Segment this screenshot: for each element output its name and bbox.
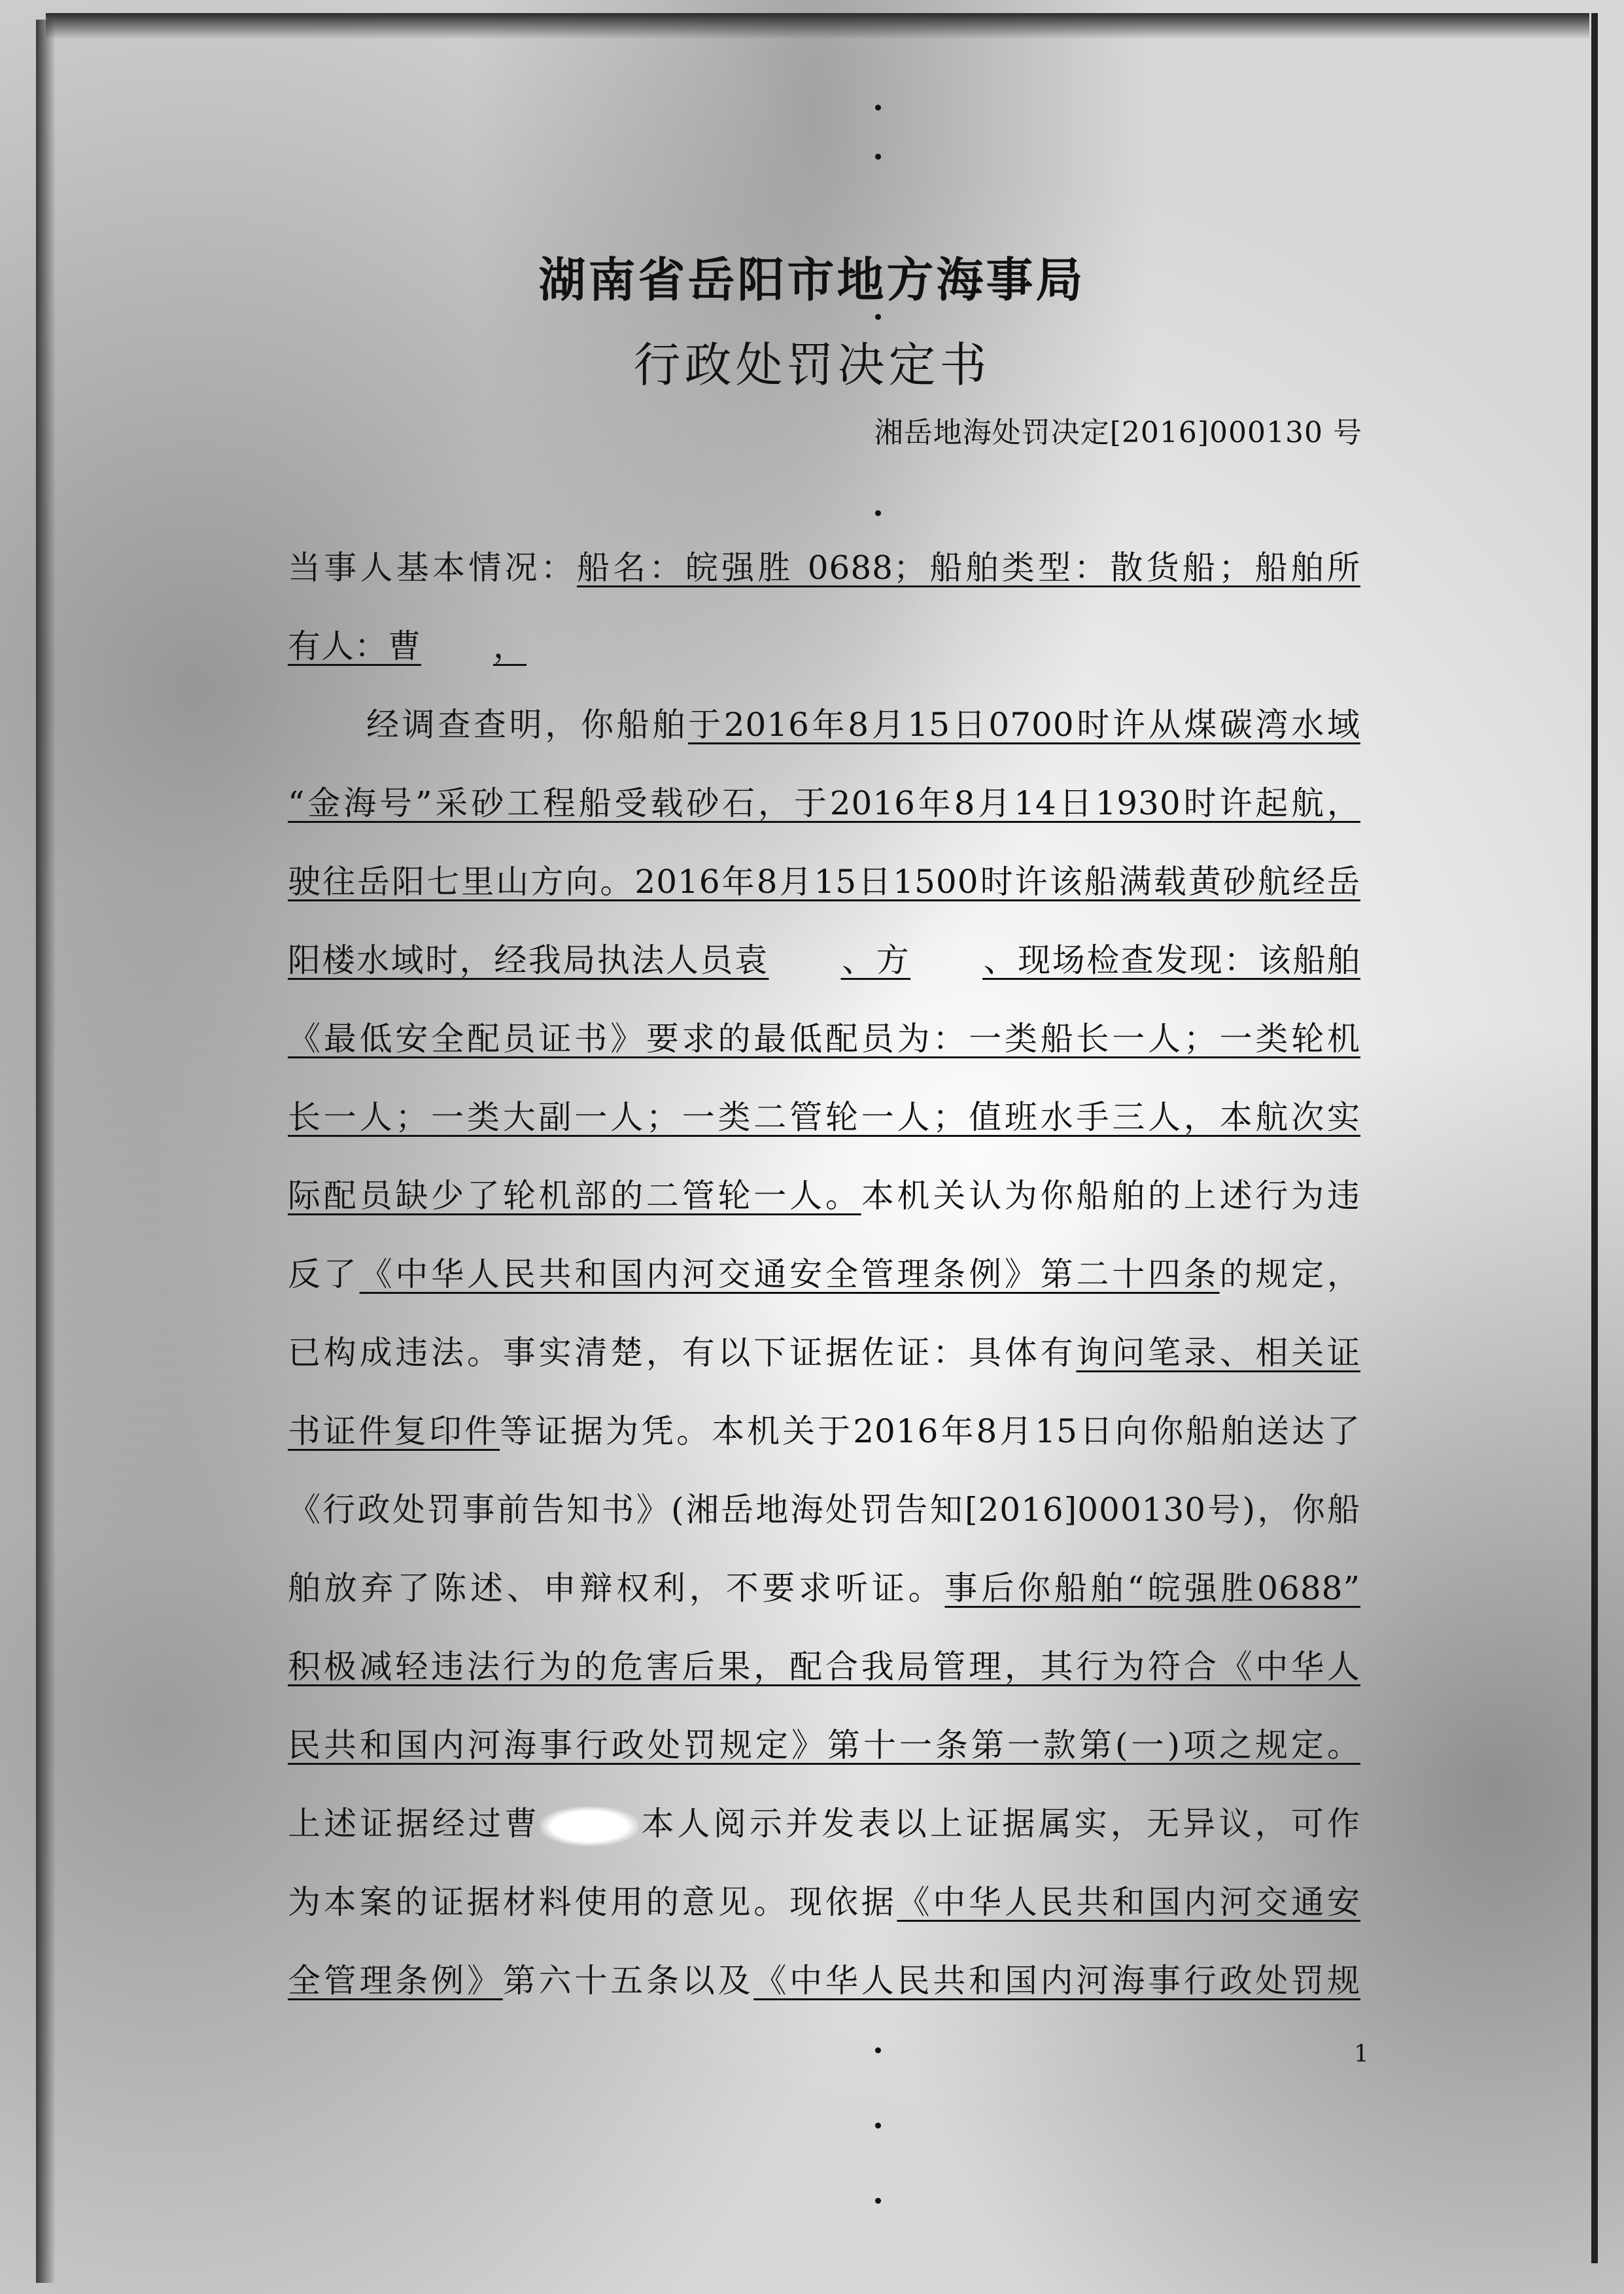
- underlined-text: 有人：曹: [288, 627, 421, 665]
- redaction-mark: [540, 1807, 638, 1846]
- underlined-text: 、现场检查发现：该船舶: [982, 941, 1361, 979]
- body-line: [288, 850, 1360, 929]
- underlined-text: “金海号”采砂工程船受载砂石，于2016年8月14日1930时许起航，: [288, 784, 1360, 822]
- body-text: 的规定，: [1219, 1255, 1361, 1293]
- document-type-title: 行政处罚决定书: [633, 338, 991, 392]
- body-text: 当事人基本情况：: [288, 549, 578, 587]
- underlined-text: 《中华人民共和国内河交通安: [897, 1883, 1361, 1921]
- underlined-text: 《中华人民共和国内河海事行政处罚规: [753, 1962, 1361, 2000]
- redacted-name: 曹: [504, 1805, 638, 1843]
- body-line: [288, 1164, 1360, 1243]
- underlined-text: 于2016年8月15日0700时许从煤碳湾水域: [688, 706, 1360, 744]
- body-line: [288, 772, 1360, 850]
- body-line: [288, 1949, 1360, 2028]
- body-line: [288, 693, 1360, 772]
- binding-dot: [875, 2047, 881, 2053]
- body-line: [288, 1714, 1360, 1792]
- body-text: 为本案的证据材料使用的意见。现依据: [288, 1883, 897, 1921]
- body-line: [288, 1400, 1360, 1478]
- body-text: 经调查查明，你船舶: [366, 706, 689, 744]
- underlined-text: 船名：皖强胜 0688；船舶类型：散货船；船舶所: [577, 549, 1361, 587]
- underlined-text: ，: [493, 627, 527, 665]
- body-line: [288, 929, 1360, 1007]
- body-text: 第六十五条以及: [502, 1962, 754, 2000]
- underlined-text: 际配员缺少了轮机部的二管轮一人。: [288, 1177, 861, 1215]
- body-line: [288, 536, 1360, 615]
- body-line: [288, 1243, 1360, 1321]
- underlined-text: 书证件复印件: [288, 1412, 500, 1450]
- body-text: 已构成违法。事实清楚，有以下证据佐证：具体有: [288, 1334, 1077, 1372]
- underlined-text: 全管理条例》: [288, 1962, 503, 2000]
- body-text: 本人阅示并发表以上证据属实，无异议，可作: [638, 1805, 1361, 1843]
- underlined-text: 积极减轻违法行为的危害后果，配合我局管理，其行为符合《中华人: [288, 1648, 1360, 1686]
- binding-dot: [875, 2198, 881, 2204]
- underlined-text: 长一人；一类大副一人；一类二管轮一人；值班水手三人，本航次实: [288, 1098, 1360, 1136]
- binding-dot: [875, 2123, 881, 2129]
- body-text: 本机关认为你船舶的上述行为违: [861, 1177, 1361, 1215]
- body-line: [288, 1086, 1360, 1164]
- body-text: 《行政处罚事前告知书》(湘岳地海处罚告知[2016]000130号)，你船: [288, 1491, 1360, 1529]
- body-line: [288, 1871, 1360, 1949]
- document-number: 湘岳地海处罚决定[2016]000130 号: [874, 416, 1362, 449]
- underlined-text: 询问笔录、相关证: [1076, 1334, 1361, 1372]
- body-line: [288, 1321, 1360, 1400]
- underlined-text: 、方: [840, 941, 911, 979]
- body-line: [288, 1792, 1360, 1871]
- binding-dot: [875, 510, 881, 516]
- body-line: [288, 615, 1360, 693]
- underlined-text: 《最低安全配员证书》要求的最低配员为：一类船长一人；一类轮机: [288, 1020, 1360, 1058]
- binding-dot: [875, 314, 881, 320]
- underlined-text: 驶往岳阳七里山方向。2016年8月15日1500时许该船满载黄砂航经岳: [288, 863, 1360, 901]
- body-line: [288, 1478, 1360, 1557]
- body-line: [288, 1557, 1360, 1635]
- scan-shadow-top: [46, 13, 1589, 39]
- binding-dot: [875, 154, 881, 160]
- underlined-text: 民共和国内河海事行政处罚规定》第十一条第一款第(一)项之规定。: [288, 1726, 1360, 1764]
- decision-body: [288, 536, 1360, 2028]
- body-text: 上述证据经过: [288, 1805, 505, 1843]
- underlined-text: 事后你船舶“皖强胜0688”: [944, 1569, 1360, 1607]
- page-number: 1: [1354, 2041, 1369, 2068]
- agency-title: 湖南省岳阳市地方海事局: [538, 252, 1086, 307]
- body-line: [288, 1007, 1360, 1086]
- body-text: 舶放弃了陈述、申辩权利，不要求听证。: [288, 1569, 945, 1607]
- binding-dot: [875, 105, 881, 111]
- underlined-text: 阳楼水域时，经我局执法人员袁: [288, 941, 769, 979]
- body-line: [288, 1635, 1360, 1714]
- body-text: 反了: [288, 1255, 360, 1293]
- underlined-text: 《中华人民共和国内河交通安全管理条例》第二十四条: [359, 1255, 1220, 1293]
- body-text: 等证据为凭。本机关于2016年8月15日向你船舶送达了: [500, 1412, 1361, 1450]
